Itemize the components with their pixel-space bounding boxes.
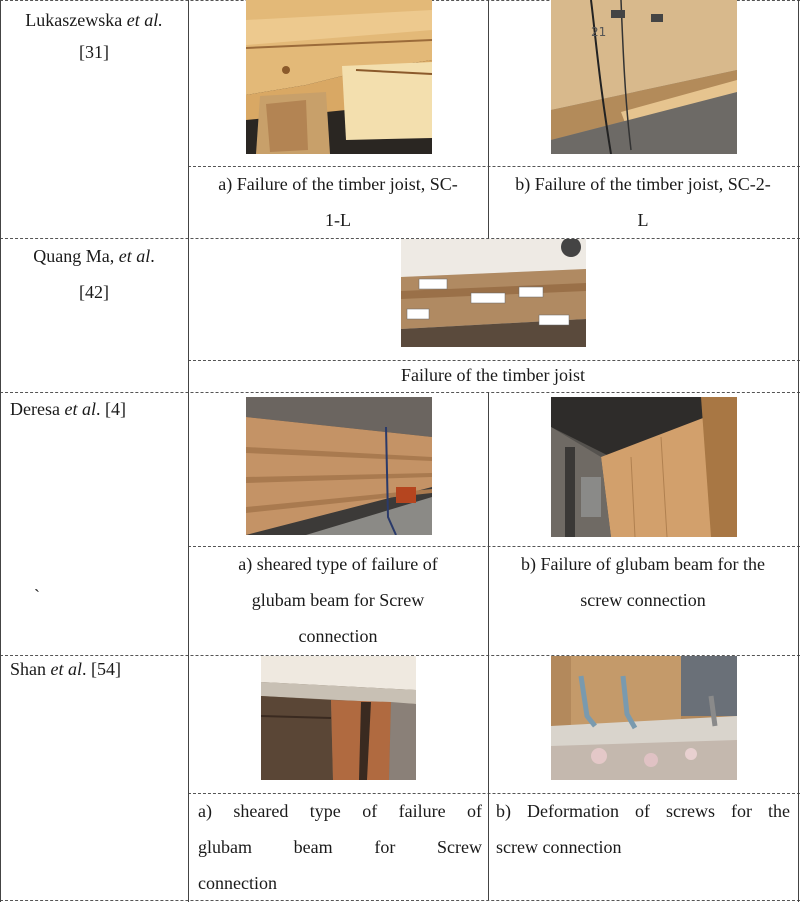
caption-line: connection bbox=[198, 873, 277, 893]
caption-cell bbox=[188, 546, 488, 654]
caption-cell bbox=[188, 360, 798, 390]
caption-line: b) Failure of glubam beam for the bbox=[521, 554, 765, 574]
caption-line: Failure of the timber joist bbox=[401, 365, 585, 385]
table-rule bbox=[798, 0, 799, 902]
timber-joist-failure-photo bbox=[401, 239, 586, 347]
author-name: Shan bbox=[10, 659, 51, 679]
author-name: Deresa bbox=[10, 399, 65, 419]
author-etal: et al bbox=[118, 246, 151, 266]
author-reference: [31] bbox=[79, 42, 109, 62]
glubam-beam-failure-photo bbox=[551, 397, 737, 537]
author-reference: [42] bbox=[79, 282, 109, 302]
author-cell bbox=[0, 238, 188, 310]
table-rule bbox=[488, 392, 489, 900]
table-rule bbox=[0, 0, 1, 902]
stray-mark: ` bbox=[34, 586, 40, 606]
author-suffix: . [4] bbox=[95, 399, 126, 419]
caption-line: screw connection bbox=[580, 590, 706, 610]
caption-line: a) Failure of the timber joist, SC- bbox=[218, 174, 458, 194]
glubam-beam-failure-photo bbox=[261, 656, 416, 780]
caption-line: 1-L bbox=[325, 210, 351, 230]
caption-cell bbox=[488, 166, 798, 238]
specimen-number: 21 bbox=[591, 25, 607, 39]
glubam-beam-failure-photo bbox=[246, 397, 432, 535]
screw-deformation-photo bbox=[551, 656, 737, 780]
caption-cell bbox=[496, 793, 790, 865]
caption-line: L bbox=[637, 210, 649, 230]
caption-line: b) Deformation of screws for the bbox=[496, 801, 790, 821]
caption-line: connection bbox=[298, 626, 378, 646]
caption-cell bbox=[188, 166, 488, 238]
author-etal: et al bbox=[64, 399, 96, 419]
table-rule bbox=[188, 0, 189, 902]
author-cell bbox=[10, 655, 188, 683]
author-name: Quang Ma, bbox=[33, 246, 119, 266]
author-etal: et al. bbox=[126, 10, 163, 30]
caption-line: b) Failure of the timber joist, SC-2- bbox=[515, 174, 771, 194]
timber-joist-failure-photo bbox=[246, 0, 432, 154]
caption-line: glubam beam for Screw bbox=[251, 590, 425, 610]
author-etal: et al bbox=[50, 659, 82, 679]
author-cell bbox=[0, 4, 188, 68]
author-suffix: . [54] bbox=[82, 659, 121, 679]
caption-line: a) sheared type of failure of bbox=[198, 801, 482, 821]
timber-joist-failure-photo bbox=[551, 0, 737, 154]
author-cell bbox=[10, 392, 188, 426]
author-name: Lukaszewska bbox=[25, 10, 127, 30]
caption-line: glubam beam for Screw bbox=[198, 837, 482, 857]
caption-line: screw connection bbox=[496, 837, 622, 857]
author-suffix: . bbox=[150, 246, 155, 266]
caption-cell bbox=[488, 546, 798, 618]
caption-line: a) sheared type of failure of bbox=[238, 554, 438, 574]
caption-cell bbox=[198, 793, 482, 901]
